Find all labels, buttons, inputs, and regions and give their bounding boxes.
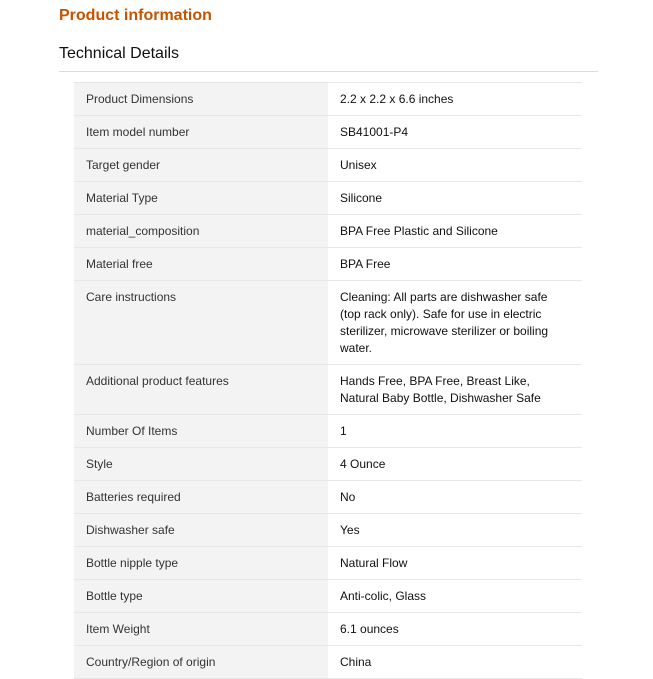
row-label: Material free: [74, 248, 328, 281]
section-divider: [59, 71, 598, 72]
row-label: material_composition: [74, 215, 328, 248]
row-label: Country/Region of origin: [74, 646, 328, 679]
row-value: 4 Ounce: [328, 448, 582, 481]
row-label: Dishwasher safe: [74, 514, 328, 547]
row-label: Additional product features: [74, 365, 328, 415]
row-value: 6.1 ounces: [328, 613, 582, 646]
row-value: 1: [328, 415, 582, 448]
row-value: China: [328, 646, 582, 679]
row-value: Unisex: [328, 149, 582, 182]
row-label: Target gender: [74, 149, 328, 182]
table-row: [74, 215, 582, 248]
row-label: Batteries required: [74, 481, 328, 514]
row-value: 2.2 x 2.2 x 6.6 inches: [328, 83, 582, 116]
row-label: Care instructions: [74, 281, 328, 365]
row-value: BPA Free: [328, 248, 582, 281]
row-value: Cleaning: All parts are dishwasher safe (top rack only). Safe for use in electric sterilizer, microwave sterilizer or boiling water.: [328, 281, 582, 365]
row-label: Material Type: [74, 182, 328, 215]
table-row: [74, 547, 582, 580]
row-value: BPA Free Plastic and Silicone: [328, 215, 582, 248]
table-row: [74, 415, 582, 448]
table-row: [74, 281, 582, 365]
table-row: [74, 646, 582, 679]
product-information-heading: Product information: [59, 7, 212, 24]
row-value: SB41001-P4: [328, 116, 582, 149]
row-label: Bottle nipple type: [74, 547, 328, 580]
row-value: Silicone: [328, 182, 582, 215]
table-row: [74, 613, 582, 646]
row-label: Product Dimensions: [74, 83, 328, 116]
row-value: Natural Flow: [328, 547, 582, 580]
table-row: [74, 580, 582, 613]
row-label: Style: [74, 448, 328, 481]
table-row: [74, 514, 582, 547]
table-row: [74, 248, 582, 281]
table-row: [74, 365, 582, 415]
table-row: [74, 481, 582, 514]
technical-details-table: [74, 82, 582, 679]
row-label: Bottle type: [74, 580, 328, 613]
table-row: [74, 83, 582, 116]
row-value: Anti-colic, Glass: [328, 580, 582, 613]
row-value: No: [328, 481, 582, 514]
row-value: Hands Free, BPA Free, Breast Like, Natural Baby Bottle, Dishwasher Safe: [328, 365, 582, 415]
row-label: Item Weight: [74, 613, 328, 646]
table-row: [74, 149, 582, 182]
row-label: Number Of Items: [74, 415, 328, 448]
row-value: Yes: [328, 514, 582, 547]
table-row: [74, 182, 582, 215]
table-row: [74, 448, 582, 481]
technical-details-heading: Technical Details: [59, 45, 180, 62]
row-label: Item model number: [74, 116, 328, 149]
table-row: [74, 116, 582, 149]
